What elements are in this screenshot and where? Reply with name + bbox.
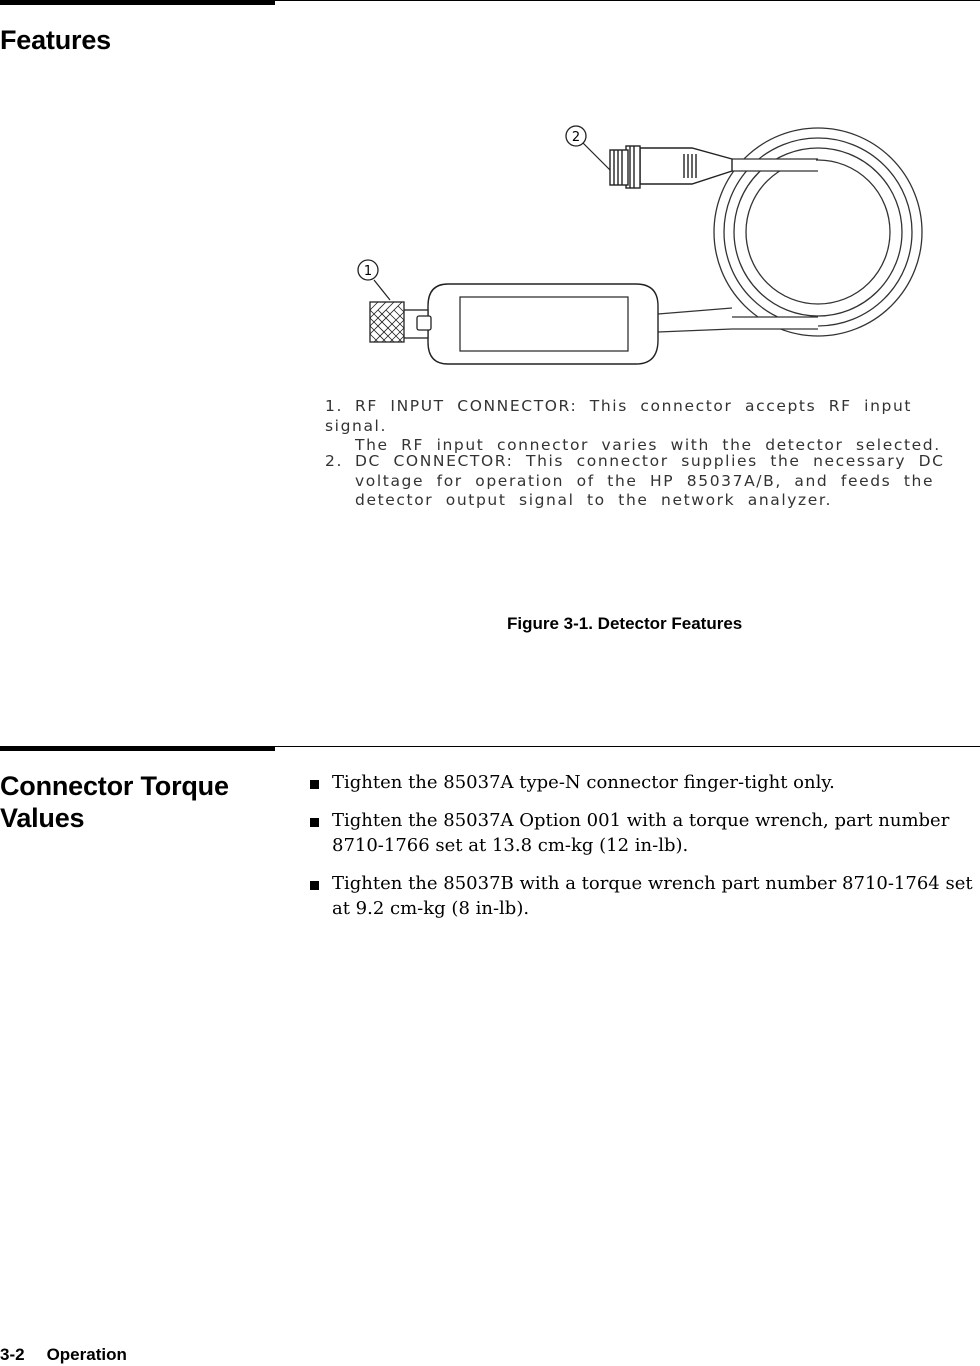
bullet-square-icon: [310, 881, 319, 890]
callout-note-text: The RF input connector varies with the detector selected.: [355, 436, 941, 454]
list-item-text: Tighten the 85037A type-N connector finger-tight only.: [332, 772, 835, 793]
section-rule-thin: [275, 0, 980, 1]
section-rule-thin: [275, 746, 980, 747]
figure-callout-notes: [325, 397, 980, 456]
section-heading-line: Connector Torque: [0, 771, 229, 801]
list-item: [310, 770, 980, 795]
callout-note: [325, 397, 980, 456]
list-item-text: Tighten the 85037B with a torque wrench part number 8710-1764 set at 9.2 cm-kg (8 in-lb).: [332, 873, 973, 919]
callout-note-text: voltage for operation of the HP 85037A/B, and feeds the: [355, 471, 935, 490]
callout-2: [566, 126, 610, 170]
rf-input-connector: [370, 302, 431, 342]
section-rule-thick: [0, 746, 275, 751]
figure-callout-notes: [325, 452, 945, 511]
detector-cable-lead: [658, 308, 818, 332]
section-heading-features: Features: [0, 25, 111, 55]
bullet-square-icon: [310, 780, 319, 789]
section-heading-line: Values: [0, 803, 85, 833]
detector-body: [428, 284, 658, 364]
page-number: 3-2: [0, 1345, 25, 1364]
torque-bullet-list: [310, 770, 980, 934]
list-item: [310, 871, 980, 921]
callout-note-text: detector output signal to the network analyzer.: [355, 491, 832, 509]
section-heading-torque: [0, 770, 229, 834]
dc-cable-lead: [732, 159, 818, 171]
list-item: [310, 808, 980, 858]
callout-note-text: DC CONNECTOR: This connector supplies the necessary DC: [355, 452, 945, 470]
bullet-square-icon: [310, 818, 319, 827]
callout-note: [325, 452, 945, 511]
list-item-text: Tighten the 85037A Option 001 with a torque wrench, part number 8710-1766 set at 13.8 cm-kg (12 in-lb).: [332, 810, 950, 856]
callout-note-number: 1.: [325, 397, 343, 415]
page-footer: [0, 1345, 149, 1365]
dc-connector: [610, 146, 732, 188]
callout-2-label: 2: [571, 130, 581, 145]
section-rule-thick: [0, 0, 275, 5]
callout-1: [358, 260, 390, 300]
callout-note-text: RF INPUT CONNECTOR: This connector accepts RF input signal.: [325, 397, 913, 435]
figure-caption: Figure 3-1. Detector Features: [507, 614, 743, 633]
chapter-name: Operation: [46, 1345, 127, 1364]
callout-note-number: 2.: [325, 452, 343, 470]
callout-1-label: 1: [363, 264, 373, 279]
